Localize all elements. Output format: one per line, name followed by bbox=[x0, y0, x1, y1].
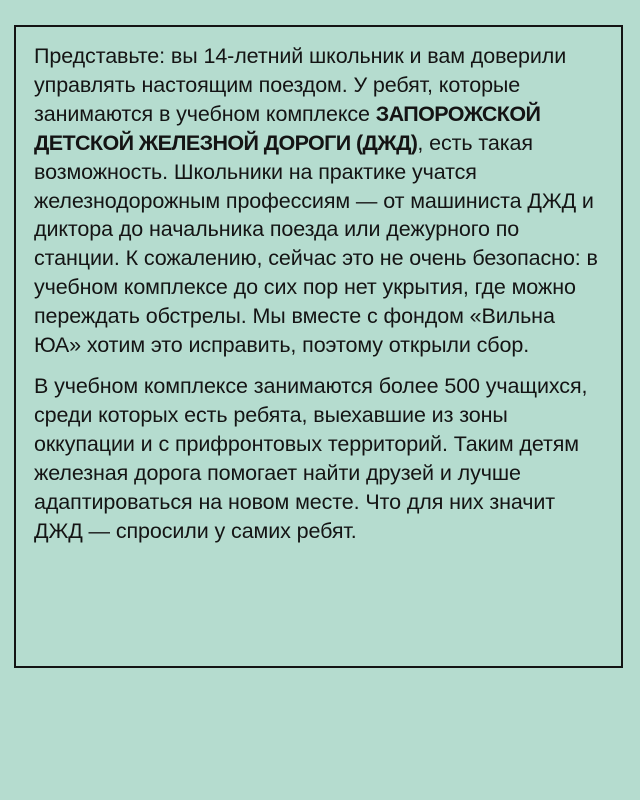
intro-text: Представьте: вы 14-летний школьник и вам доверили управлять настоящим поездом. У ребят, которые занимаются в учебном комплексе bbox=[34, 44, 567, 126]
intro-text-continued: , есть такая возможность. Школьники на практике учатся железнодорожным профессиям — от машиниста ДЖД и диктора до начальника поезда или дежурного по станции. К сожалению, сейчас это не очень безопасно: в учебном комплексе до сих пор нет укрытия, где можно переждать обстрелы. Мы вместе с фондом «Вильна ЮА» хотим это исправить, поэтому открыли сбор. bbox=[34, 130, 598, 358]
students-text: В учебном комплексе занимаются более 500 учащихся, среди которых есть ребята, выехавшие из зоны оккупации и с прифронтовых территорий. Таким детям железная дорога помогает найти друзей и лучше адаптироваться на новом месте. Что для них значит ДЖД — спросили у самих ребят. bbox=[34, 373, 588, 543]
text-card bbox=[14, 25, 623, 668]
paragraph-intro bbox=[34, 42, 603, 360]
paragraph-students bbox=[34, 372, 603, 545]
railway-name-highlight: ЗАПОРОЖСКОЙ ДЕТСКОЙ ЖЕЛЕЗНОЙ ДОРОГИ (ДЖД) bbox=[34, 101, 541, 155]
